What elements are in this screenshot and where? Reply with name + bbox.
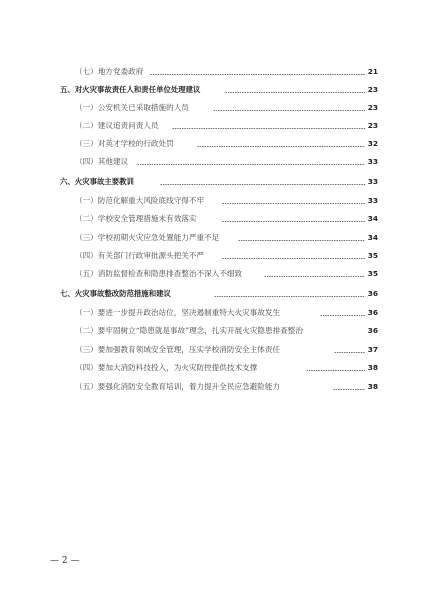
toc-entry-label: （二）建议追责问责人员 [75,121,159,130]
toc-entry[interactable] [0,117,431,135]
toc-entry-label: （三）学校初期火灾应急处置能力严重不足 [75,233,220,242]
dot-leader [320,315,365,316]
toc-entry[interactable] [0,341,431,359]
toc-page-number: 34 [367,214,378,223]
toc-entry[interactable] [0,210,431,228]
toc-page-number: 38 [367,363,378,372]
dot-leader [225,92,365,93]
toc-page-number: 36 [367,308,378,317]
toc-page-number: 35 [367,251,378,260]
toc-entry-label: （三）要加强教育领域安全管理，压实学校消防安全主体责任 [75,345,281,354]
toc-page-number: 36 [367,289,378,298]
toc-entry[interactable] [0,322,431,340]
toc-page-number: 33 [367,157,378,166]
toc-entry[interactable] [0,229,431,247]
dot-leader [137,164,365,165]
toc-entry[interactable] [0,378,431,396]
toc-page-number: 38 [367,382,378,391]
toc-page-number: 33 [367,196,378,205]
toc-entry[interactable] [0,63,431,81]
toc-page-number: 23 [367,103,378,112]
toc-page-number: 32 [367,139,378,148]
toc-page-number: 35 [367,269,378,278]
dot-leader [213,110,365,111]
dot-leader [222,203,365,204]
toc-entry-label: （五）消防监督检查和隐患排查整治不深入不细致 [75,269,243,278]
toc-entry[interactable] [0,99,431,117]
toc-page-number: 36 [367,326,378,335]
toc-section-label: 五、对火灾事故责任人和责任单位处理建议 [60,85,201,94]
toc-page-number: 23 [367,121,378,130]
toc-section-entry[interactable] [0,173,431,191]
toc-entry[interactable] [0,359,431,377]
page-number-footer: — 2 — [50,556,80,566]
toc-entry[interactable] [0,192,431,210]
toc-entry-label: （七）地方党委政府 [75,67,144,76]
toc-entry-label: （一）防范化解重大风险底线守得不牢 [75,196,205,205]
toc-page-number: 33 [367,177,378,186]
dot-leader [160,184,365,185]
dot-leader [238,240,365,241]
toc-entry[interactable] [0,153,431,171]
dot-leader [222,221,365,222]
toc-entry[interactable] [0,135,431,153]
dot-leader [222,258,365,259]
toc-section-label: 六、火灾事故主要教训 [60,177,134,186]
toc-section-entry[interactable] [0,81,431,99]
toc-page-number: 37 [367,345,378,354]
dot-leader [334,352,365,353]
dot-leader [264,276,365,277]
dot-leader [306,370,365,371]
toc-entry-label: （二）要牢固树立“隐患就是事故”理念，扎实开展火灾隐患排查整治 [75,326,303,335]
toc-entry-label: （四）要加大消防科技投入，为火灾防控提供技术支撑 [75,363,258,372]
toc-page-number: 34 [367,233,378,242]
dot-leader [214,296,365,297]
toc-entry-label: （三）对英才学校的行政处罚 [75,139,174,148]
toc-entry[interactable] [0,247,431,265]
toc-page-number: 23 [367,85,378,94]
dot-leader [197,146,365,147]
toc-entry-label: （一）要进一步提升政治站位，坚决遏制重特大火灾事故发生 [75,308,281,317]
toc-entry[interactable] [0,265,431,283]
dot-leader [333,389,365,390]
toc-entry[interactable] [0,304,431,322]
toc-entry-label: （五）要强化消防安全教育培训，着力提升全民应急避险能力 [75,382,281,391]
dot-leader [172,128,365,129]
toc-section-label: 七、火灾事故整改防范措施和建议 [60,289,171,298]
toc-entry-label: （四）其他建议 [75,157,129,166]
toc-entry-label: （二）学校安全管理措施未有效落实 [75,214,197,223]
toc-entry-label: （一）公安机关已采取措施的人员 [75,103,189,112]
dot-leader [150,74,365,75]
toc-section-entry[interactable] [0,285,431,303]
toc-page-number: 21 [367,67,378,76]
toc-entry-label: （四）有关部门行政审批源头把关不严 [75,251,205,260]
